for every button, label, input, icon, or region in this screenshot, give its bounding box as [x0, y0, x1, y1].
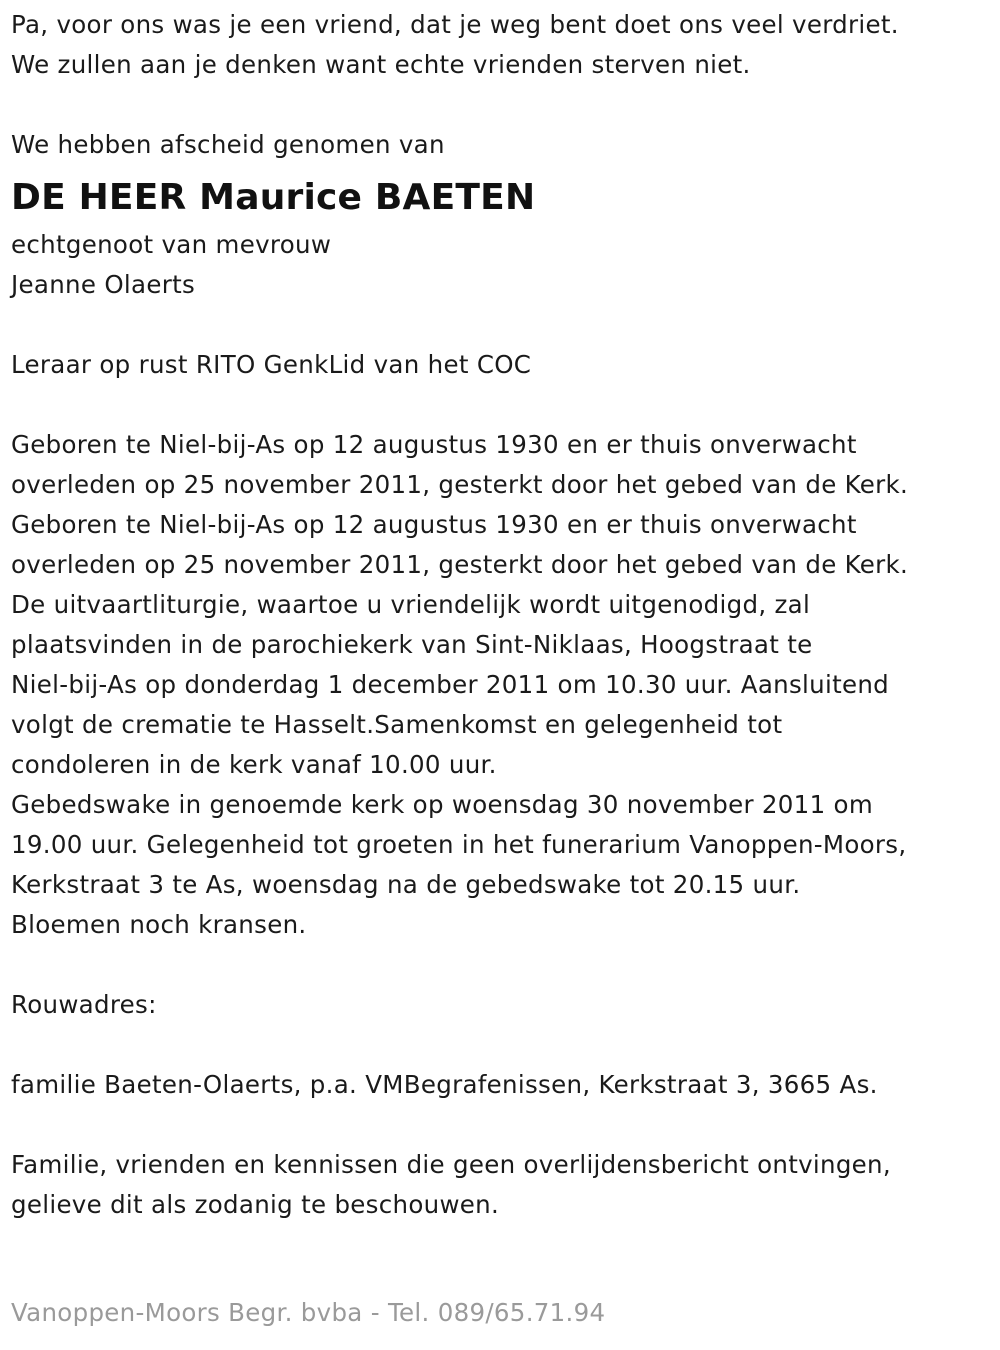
- spouse-line: Jeanne Olaerts: [11, 270, 196, 299]
- spacer: [11, 945, 1000, 985]
- deceased-name: DE HEER Maurice BAETEN: [11, 177, 536, 218]
- details-line: Niel-bij-As op donderdag 1 december 2011 om 10.30 uur. Aansluitend: [11, 670, 890, 699]
- farewell-text: We hebben afscheid genomen van: [11, 130, 445, 159]
- mourning-address-label: Rouwadres:: [11, 990, 157, 1019]
- intro-line: Pa, voor ons was je een vriend, dat je weg bent doet ons veel verdriet.: [11, 10, 899, 39]
- details-line: condoleren in de kerk vanaf 10.00 uur.: [11, 750, 497, 779]
- spacer: [11, 305, 1000, 345]
- details-line: De uitvaartliturgie, waartoe u vriendelijk wordt uitgenodigd, zal: [11, 590, 811, 619]
- spacer: [11, 1105, 1000, 1145]
- funeral-home-footer: Vanoppen-Moors Begr. bvba - Tel. 089/65.71.94: [11, 1298, 606, 1327]
- mourning-address: familie Baeten-Olaerts, p.a. VMBegrafenissen, Kerkstraat 3, 3665 As.: [11, 1070, 878, 1099]
- details-line: overleden op 25 november 2011, gesterkt door het gebed van de Kerk.: [11, 550, 909, 579]
- closing-line: gelieve dit als zodanig te beschouwen.: [11, 1190, 500, 1219]
- details-line: Geboren te Niel-bij-As op 12 augustus 1930 en er thuis onverwacht: [11, 510, 857, 539]
- details-line: plaatsvinden in de parochiekerk van Sint-Niklaas, Hoogstraat te: [11, 630, 813, 659]
- spacer: [11, 1025, 1000, 1065]
- intro-line: We zullen aan je denken want echte vrienden sterven niet.: [11, 50, 751, 79]
- closing-line: Familie, vrienden en kennissen die geen overlijdensbericht ontvingen,: [11, 1150, 891, 1179]
- spacer: [11, 85, 1000, 125]
- profession-line: Leraar op rust RITO GenkLid van het COC: [11, 350, 532, 379]
- details-line: volgt de crematie te Hasselt.Samenkomst en gelegenheid tot: [11, 710, 783, 739]
- details-line: overleden op 25 november 2011, gesterkt door het gebed van de Kerk.: [11, 470, 909, 499]
- details-line: Geboren te Niel-bij-As op 12 augustus 1930 en er thuis onverwacht: [11, 430, 857, 459]
- details-line: Gebedswake in genoemde kerk op woensdag 30 november 2011 om: [11, 790, 874, 819]
- spacer: [11, 385, 1000, 425]
- details-line: Bloemen noch kransen.: [11, 910, 307, 939]
- details-line: 19.00 uur. Gelegenheid tot groeten in het funerarium Vanoppen-Moors,: [11, 830, 907, 859]
- spouse-line: echtgenoot van mevrouw: [11, 230, 332, 259]
- details-line: Kerkstraat 3 te As, woensdag na de gebedswake tot 20.15 uur.: [11, 870, 801, 899]
